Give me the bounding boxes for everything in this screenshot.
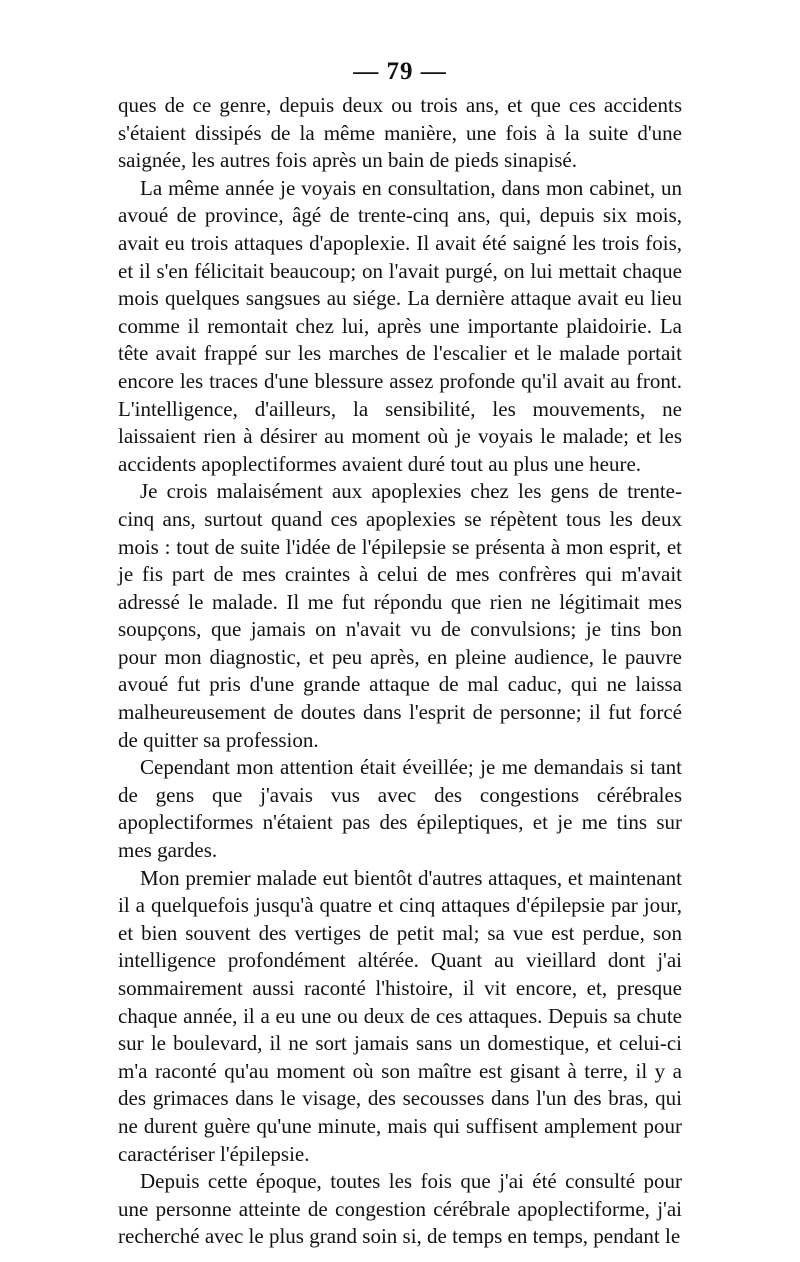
paragraph-continuation: ques de ce genre, depuis deux ou trois ans, et que ces accidents s'étaient dissipés de la même manière, une fois à la suite d'une saignée, les autres fois après un bain de pieds sinapisé. <box>118 93 682 173</box>
paragraph-attention-awakened: Cependant mon attention était éveillée; je me demandais si tant de gens que j'avais vus avec des congestions cérébrales apoplectiformes n'étaient pas des épileptiques, et je me tins sur mes gardes. <box>118 755 682 863</box>
paragraph-epilepsy-diagnosis: Je crois malaisément aux apoplexies chez les gens de trente-cinq ans, surtout quand ces apoplexies se répètent tous les deux mois : tout de suite l'idée de l'épilepsie se présenta à mon esprit, et je fis part de mes craintes à celui de mes confrères qui m'avait adressé le malade. Il me fut répondu que rien ne légitimait mes soupçons, que jamais on n'avait vu de convulsions; je tins bon pour mon diagnostic, et peu après, en pleine audience, le pauvre avoué fut pris d'une grande attaque de mal caduc, qui ne laissa malheureusement de doutes dans l'esprit de personne; il fut forcé de quitter sa profession. <box>118 479 682 752</box>
page-number: — 79 — <box>353 58 447 85</box>
paragraph-since-then: Depuis cette époque, toutes les fois que j'ai été consulté pour une personne atteinte de congestion cérébrale apoplectiforme, j'ai recherché avec le plus grand soin si, de temps en temps, pendant le <box>118 1169 682 1249</box>
paragraph-avoue-consultation: La même année je voyais en consultation, dans mon cabinet, un avoué de province, âgé de trente-cinq ans, qui, depuis six mois, avait eu trois attaques d'apoplexie. Il avait été saigné les trois fois, et il s'en félicitait beaucoup; on l'avait purgé, on lui mettait chaque mois quelques sangsues au siége. La dernière attaque avait eu lieu comme il remontait chez lui, après une importante plaidoirie. La tête avait frappé sur les marches de l'escalier et le malade portait encore les traces d'une blessure assez profonde qu'il avait au front. L'intelligence, d'ailleurs, la sensibilité, les mouvements, ne laissaient rien à désirer au moment où je voyais le malade; et les accidents apoplectiformes avaient duré tout au plus une heure. <box>118 175 682 476</box>
page-body <box>118 92 682 1251</box>
paragraph-first-patient: Mon premier malade eut bientôt d'autres attaques, et maintenant il a quelquefois jusqu'à quatre et cinq attaques d'épilepsie par jour, et bien souvent des vertiges de petit mal; sa vue est perdue, son intelligence profondément altérée. Quant au vieillard dont j'ai sommairement aussi raconté l'histoire, il vit encore, et, presque chaque année, il a eu une ou deux de ces attaques. Depuis sa chute sur le boulevard, il ne sort jamais sans un domestique, et celui-ci m'a raconté qu'au moment où son maître est gisant à terre, il y a des grimaces dans le visage, des secousses dans l'un des bras, qui ne durent guère qu'une minute, mais qui suffisent amplement pour caractériser l'épilepsie. <box>118 865 682 1166</box>
